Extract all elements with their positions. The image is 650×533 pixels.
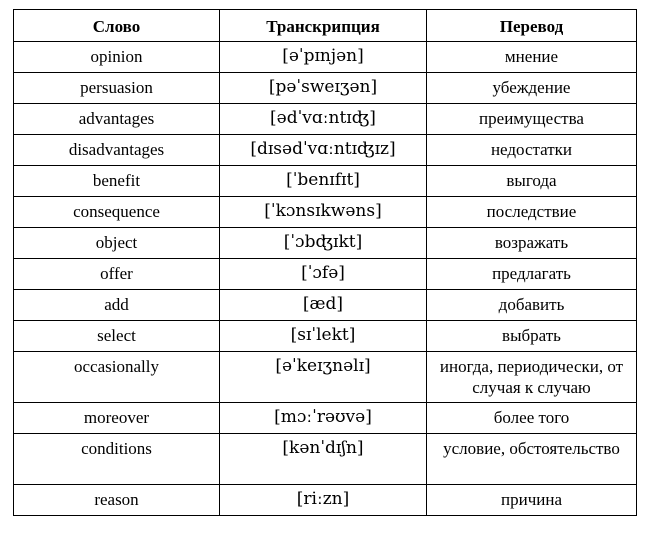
transcription-cell: [sɪˈlekt] — [220, 321, 427, 352]
word-cell: advantages — [14, 104, 220, 135]
transcription-cell: [kənˈdɪʃn] — [220, 434, 427, 485]
translation-cell: иногда, периодически, от случая к случаю — [427, 352, 637, 403]
vocabulary-table — [13, 9, 637, 516]
transcription-cell: [dɪsədˈvɑːntɪʤɪz] — [220, 135, 427, 166]
table-row — [14, 197, 637, 228]
transcription-cell: [æd] — [220, 290, 427, 321]
table-row — [14, 259, 637, 290]
translation-cell: более того — [427, 403, 637, 434]
table-row — [14, 485, 637, 516]
translation-cell: недостатки — [427, 135, 637, 166]
table-row — [14, 321, 637, 352]
header-translation: Перевод — [427, 10, 637, 42]
header-word: Слово — [14, 10, 220, 42]
translation-cell: выгода — [427, 166, 637, 197]
word-cell: benefit — [14, 166, 220, 197]
translation-cell: убеждение — [427, 73, 637, 104]
word-cell: opinion — [14, 42, 220, 73]
translation-cell: последствие — [427, 197, 637, 228]
word-cell: offer — [14, 259, 220, 290]
word-cell: moreover — [14, 403, 220, 434]
translation-cell: преимущества — [427, 104, 637, 135]
word-cell: object — [14, 228, 220, 259]
transcription-cell: [əˈkeɪʒnəlɪ] — [220, 352, 427, 403]
table-row — [14, 104, 637, 135]
table-row — [14, 73, 637, 104]
transcription-cell: [ədˈvɑːntɪʤ] — [220, 104, 427, 135]
table-row — [14, 352, 637, 403]
transcription-cell: [ˈɔfə] — [220, 259, 427, 290]
word-cell: conditions — [14, 434, 220, 485]
word-cell: add — [14, 290, 220, 321]
translation-cell: добавить — [427, 290, 637, 321]
transcription-cell: [əˈpɪnjən] — [220, 42, 427, 73]
transcription-cell: [ˈbenɪfɪt] — [220, 166, 427, 197]
header-transcription: Транскрипция — [220, 10, 427, 42]
translation-cell: мнение — [427, 42, 637, 73]
transcription-cell: [ˈɔbʤɪkt] — [220, 228, 427, 259]
word-cell: consequence — [14, 197, 220, 228]
header-row — [14, 10, 637, 42]
translation-cell: возражать — [427, 228, 637, 259]
transcription-cell: [ˈkɔnsɪkwəns] — [220, 197, 427, 228]
word-cell: select — [14, 321, 220, 352]
table-row — [14, 135, 637, 166]
translation-cell: условие, обстоятельство — [427, 434, 637, 485]
table-row — [14, 434, 637, 485]
table-row — [14, 228, 637, 259]
word-cell: reason — [14, 485, 220, 516]
translation-cell: выбрать — [427, 321, 637, 352]
translation-cell: предлагать — [427, 259, 637, 290]
word-cell: disadvantages — [14, 135, 220, 166]
word-cell: occasionally — [14, 352, 220, 403]
table-row — [14, 42, 637, 73]
translation-cell: причина — [427, 485, 637, 516]
table-row — [14, 290, 637, 321]
table-row — [14, 403, 637, 434]
transcription-cell: [riːzn] — [220, 485, 427, 516]
word-cell: persuasion — [14, 73, 220, 104]
transcription-cell: [mɔːˈrəʊvə] — [220, 403, 427, 434]
table-row — [14, 166, 637, 197]
transcription-cell: [pəˈsweɪʒən] — [220, 73, 427, 104]
